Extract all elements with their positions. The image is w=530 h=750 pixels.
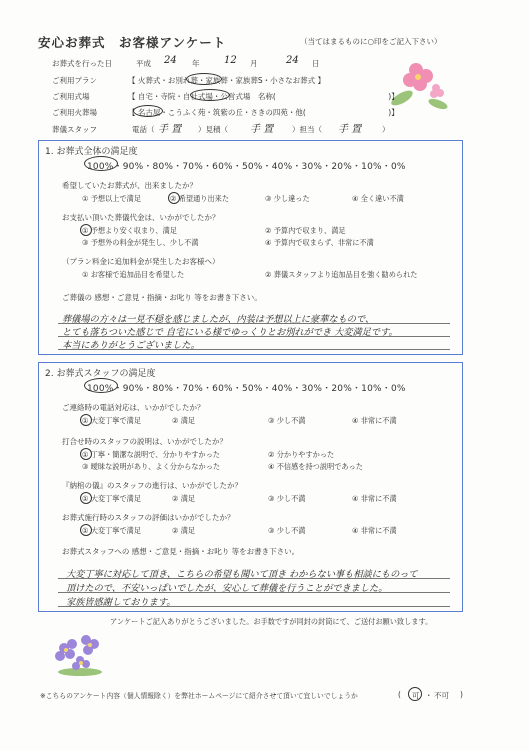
section2-satisfaction-scale: 100%・90%・80%・70%・60%・50%・40%・30%・20%・10%・0%	[87, 384, 406, 394]
s2-q4-text: お葬式施行時のスタッフの評価はいかがでしたか？	[62, 513, 235, 522]
consent-bracket-open: (	[398, 690, 401, 699]
s2-q2-option-4: ④ 不信感を持つ説明であった	[268, 462, 363, 471]
s2-q1-option-1: ① 大変丁寧で満足	[82, 416, 142, 425]
s2-q3-option-3: ③ 少し不満	[268, 494, 306, 503]
s1-q2-option-3: ③ 予想外の料金が発生し、少し不満	[82, 238, 199, 247]
plan-label: ご利用プラン	[52, 76, 97, 85]
s1-comment-line-2-text: とても落ちついた感じで 自宅にいる様でゆっくりとお別れができ 大変満足です。	[62, 327, 398, 338]
s1-comment-label: ご葬儀の 感想・ご意見・指摘・お叱り 等をお書き下さい。	[62, 293, 262, 302]
staff-phone-label: 電話（	[132, 125, 155, 134]
plan-options: 【 火葬式・お別れ葬・家族葬・家族葬S・小さなお葬式 】	[128, 76, 326, 85]
crematorium-options: 【 名古屋・こうふく苑・筑紫の丘・さきの四苑・他( )】	[128, 108, 399, 117]
s1-q2-option-1: ① 予想より安く収まり、満足	[82, 226, 177, 235]
consent-no: 不可	[434, 691, 449, 700]
s2-q3-option-1: ① 大変丁寧で満足	[82, 494, 142, 503]
flower-decoration-top	[390, 58, 450, 114]
consent-yes-circle	[408, 687, 422, 701]
s1-q2-option-4: ④ 予算内で収まらず、非常に不満	[265, 238, 374, 247]
s1-comment-line-1-text: 葬儀場の方々は一見不穏を感じましたが、内装は予想以上に豪華なもので、	[62, 314, 375, 325]
year-unit: 年	[192, 59, 200, 68]
s2-q2-text: 打合せ時のスタッフの説明は、いかがでしたか？	[62, 437, 227, 446]
s2-q2-option-3: ③ 曖昧な説明があり、よく分からなかった	[82, 462, 221, 471]
s2-q1-text: ご連絡時の電話対応は、いかがでしたか？	[62, 403, 205, 412]
s1-q2-text: お支払い頂いた葬儀代金は、いかがでしたか？	[62, 213, 220, 222]
s2-q1-option-2: ② 満足	[172, 416, 196, 425]
consent-bracket-close: )	[460, 690, 463, 699]
s2-comment-line-1-text: 大変丁寧に対応して頂き、こちらの希望も聞いて頂き わからない事も相談にものって	[66, 569, 418, 580]
s1-q3-text: （プラン料金に追加料金が発生したお客様へ）	[62, 257, 220, 266]
s2-q4-selected-circle	[80, 524, 92, 536]
s2-q1-selected-circle	[80, 414, 92, 426]
crematorium-selected-circle	[133, 105, 163, 117]
s2-q3-selected-circle	[80, 492, 92, 504]
s2-q3-option-4: ④ 非常に不満	[352, 494, 397, 503]
s2-q4-option-2: ② 満足	[172, 526, 196, 535]
s1-q2-selected-circle	[80, 224, 92, 236]
date-year: 24	[164, 55, 177, 66]
section1-heading: 1. お葬式全体の満足度	[45, 147, 138, 157]
staff-tanto-label: ）担当（	[292, 125, 322, 134]
s1-q2-option-2: ② 予算内で収まり、満足	[265, 226, 346, 235]
s2-q2-selected-circle	[80, 448, 92, 460]
s1-q3-option-1: ① お客様で追加品目を希望した	[82, 270, 185, 279]
s1-q1-option-2: ② 希望通り出来た	[170, 194, 230, 203]
s2-q2-option-2: ② 分かりやすかった	[268, 450, 335, 459]
date-prefix: 平成	[136, 59, 151, 68]
page-title: 安心お葬式 お客様アンケート	[38, 35, 227, 50]
consent-separator: ・	[425, 691, 433, 700]
s2-q4-option-1: ① 大変丁寧で満足	[82, 526, 142, 535]
date-month: 12	[224, 55, 237, 66]
venue-options: 【 自宅・寺院・自社式場・公営式場 名称( )】	[128, 92, 399, 101]
section2-satisfaction-circle	[84, 378, 118, 393]
plan-selected-circle	[186, 73, 222, 85]
s1-q1-option-1: ① 予想以上で満足	[82, 194, 142, 203]
staff-mitsumori-label: ）見積（	[198, 125, 228, 134]
s2-q3-text: 『納棺の儀』のスタッフの進行は、いかがでしたか？	[62, 481, 242, 490]
instruction-note: （当てはまるものに○印をご記入下さい）	[300, 37, 442, 46]
s2-comment-line-2-text: 頂けたので、不安いっぱいでしたが、安心して葬儀を行うことができました。	[66, 583, 388, 594]
footer-consent: ※こちらのアンケート内容（個人情報除く）を弊社ホームページにて紹介させて頂いて宜しいでしょうか	[40, 692, 358, 700]
s2-q4-option-4: ④ 非常に不満	[352, 526, 397, 535]
staff-tanto-name: 手 置	[338, 124, 362, 135]
s2-comment-line-3-text: 家族皆感謝しております。	[66, 597, 176, 608]
staff-label: 葬儀スタッフ	[52, 125, 97, 134]
s2-q3-option-2: ② 満足	[172, 494, 196, 503]
staff-phone-name: 手 置	[158, 124, 182, 135]
s1-q1-text: 希望していたお葬式が、出来ましたか？	[62, 181, 197, 190]
venue-label: ご利用式場	[52, 92, 90, 101]
staff-mitsumori-name: 手 置	[250, 124, 274, 135]
s1-comment-line-3-text: 本当にありがとうございました。	[62, 340, 200, 351]
day-unit: 日	[312, 59, 320, 68]
section1-satisfaction-circle	[84, 156, 118, 171]
date-day: 24	[286, 55, 299, 66]
date-label: お葬式を行った日	[52, 59, 112, 68]
s2-q2-option-1: ① 丁寧・簡潔な説明で、分かりやすかった	[82, 450, 220, 459]
s2-q4-option-3: ③ 少し不満	[268, 526, 306, 535]
flower-decoration-bottom	[50, 630, 110, 678]
s1-q1-option-4: ④ 全く違い不満	[352, 194, 404, 203]
crematorium-label: ご利用火葬場	[52, 108, 97, 117]
s2-q1-option-3: ③ 少し不満	[268, 416, 306, 425]
s2-q1-option-4: ④ 非常に不満	[352, 416, 397, 425]
section2-heading: 2. お葬式スタッフの満足度	[45, 369, 156, 379]
section1-satisfaction-scale: 100%・90%・80%・70%・60%・50%・40%・30%・20%・10%・0%	[87, 162, 406, 172]
s2-comment-label: お葬式スタッフへの 感想・ご意見・指摘・お叱り 等をお書き下さい。	[62, 547, 300, 556]
s1-q3-option-2: ② 葬儀スタッフより追加品目を強く勧められた	[265, 270, 418, 279]
consent-yes: 可	[412, 691, 420, 700]
venue-selected-circle	[190, 89, 230, 101]
staff-close: ）	[382, 125, 390, 134]
s1-q1-selected-circle	[168, 192, 180, 204]
s1-q1-option-3: ③ 少し違った	[265, 194, 310, 203]
footer-thanks: アンケートご記入ありがとうございました。お手数ですが同封の封筒にて、ご送付お願い致します。	[110, 617, 433, 626]
month-unit: 月	[250, 59, 258, 68]
